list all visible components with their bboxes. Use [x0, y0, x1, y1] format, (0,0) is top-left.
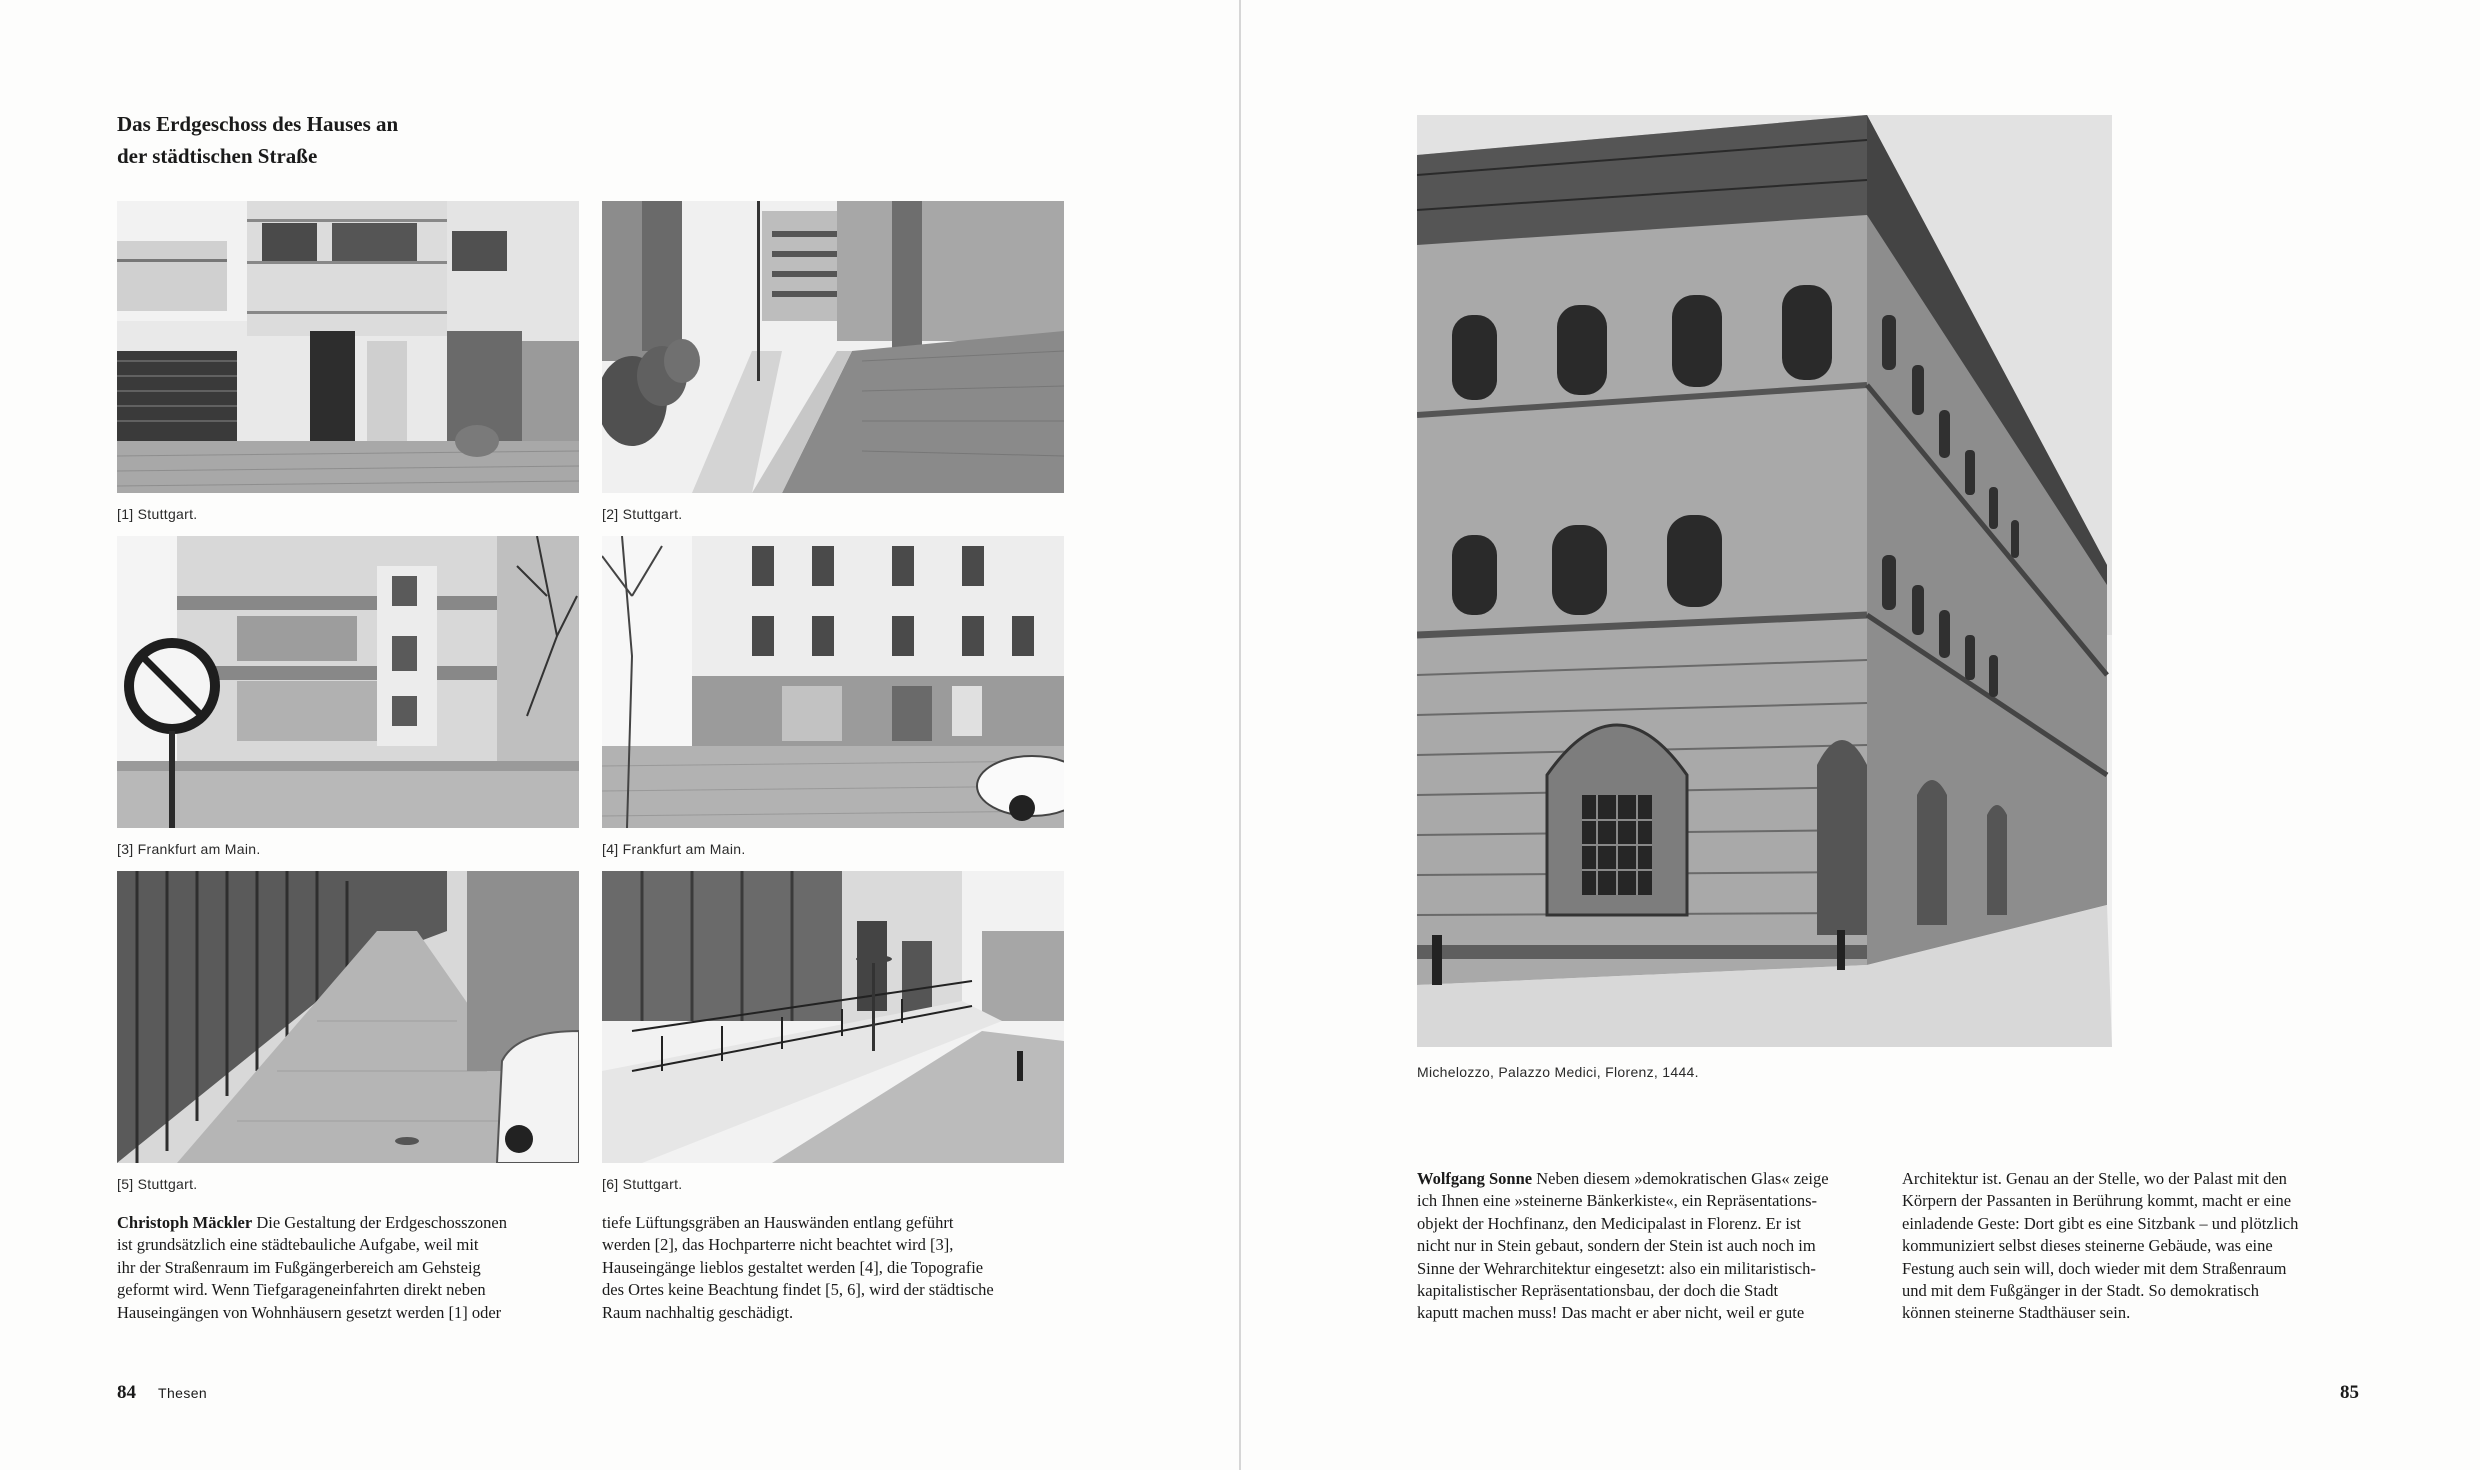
palazzo-photo: [1417, 115, 2112, 1047]
photo-3: [117, 536, 579, 828]
photo-5-caption: [5] Stuttgart.: [117, 1176, 198, 1192]
photo-5: [117, 871, 579, 1163]
body-text-continuation: Architektur ist. Genau an der Stelle, wo der Palast mit den Körpern der Passanten in Berührung kommt, macht er eine einladende Geste: Dort gibt es eine Sitzbank – und plötzlich kommuniziert selbst dieses steinerne Gebäude, was eine Festung auch sein will, doch wieder mit dem Straßenraum und mit dem Fußgänger in der Stadt. So demokratisch können steinerne Stadthäuser sein.: [1902, 1169, 2299, 1323]
section-heading: Das Erdgeschoss des Hauses an der städtischen Straße: [117, 112, 399, 168]
photo-2-caption: [2] Stuttgart.: [602, 506, 683, 522]
photo-1-caption: [1] Stuttgart.: [117, 506, 198, 522]
body-text-span: Neben diesem »demokratischen Glas« zeige ich Ihnen eine »steinerne Bänkerkiste«, ein Repräsentations- objekt der Hochfinanz, den Medicipalast in Florenz. Er ist nicht nur in Stein gebaut, sondern der Stein ist auch noch im Sinne der Wehrarchitektur eingesetzt: also ein militaristisch- kapitalistischer Repräsentationsbau, der doch die Stadt kaputt machen muss! Das macht er aber nicht, weil er gute: [1417, 1169, 1829, 1323]
body-text-sonne: [1417, 1168, 1887, 1325]
palazzo-caption: Michelozzo, Palazzo Medici, Florenz, 1444.: [1417, 1064, 1699, 1080]
photo-1: [117, 201, 579, 493]
gutter: [1239, 0, 1241, 1470]
body-text-maeckler: [117, 1212, 577, 1324]
page-number-right: 85: [2340, 1382, 2359, 1403]
photo-6: [602, 871, 1064, 1163]
speaker-name: Wolfgang Sonne: [1417, 1169, 1533, 1188]
body-text-span: Die Gestaltung der Erdgeschosszonen ist grundsätzlich eine städtebauliche Aufgabe, weil mit ihr der Straßenraum im Fußgängerbereich am Gehsteig geformt wird. Wenn Tiefgarageneinfahrten direkt neben Hauseingängen von Wohnhäusern gesetzt werden [1] oder: [117, 1213, 507, 1322]
page-number-left: 84: [117, 1382, 136, 1403]
photo-4: [602, 536, 1064, 828]
photo-4-caption: [4] Frankfurt am Main.: [602, 841, 746, 857]
speaker-name: Christoph Mäckler: [117, 1213, 253, 1232]
photo-3-caption: [3] Frankfurt am Main.: [117, 841, 261, 857]
body-text-continuation: tiefe Lüftungsgräben an Hauswänden entlang geführt werden [2], das Hochparterre nicht beachtet wird [3], Hauseingänge lieblos gestaltet werden [4], die Topografie des Ortes keine Beachtung findet [5, 6], wird der städtische Raum nachhaltig geschädigt.: [602, 1213, 994, 1322]
photo-6-caption: [6] Stuttgart.: [602, 1176, 683, 1192]
photo-2: [602, 201, 1064, 493]
running-head: Thesen: [158, 1385, 208, 1401]
